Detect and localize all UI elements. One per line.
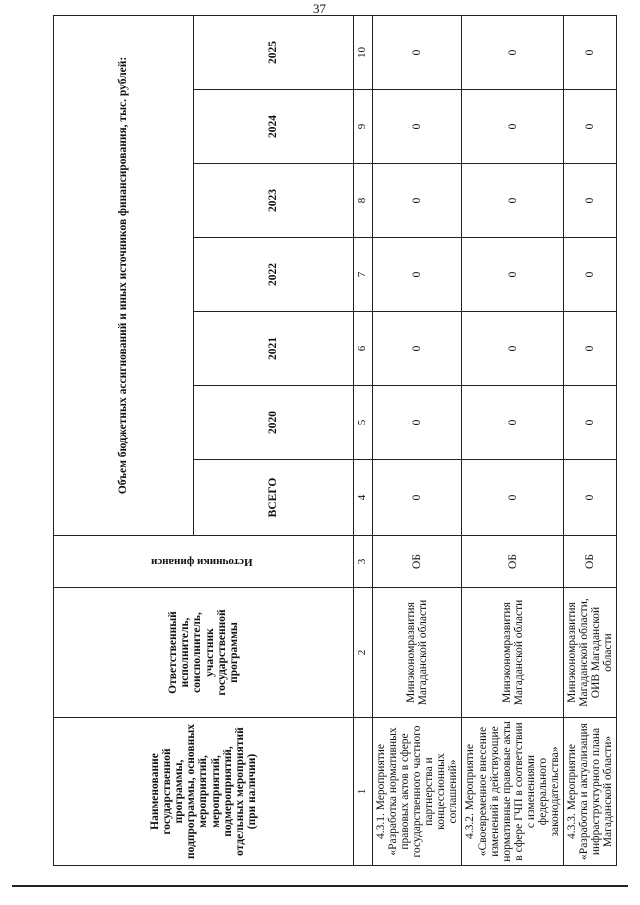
row-name: 4.3.2. Мероприятие «Своевременное внесение изменений в действующие нормативные правовые акты в сфере ГЧП в соответствии с изменениями федерального законодательства» [462,718,564,866]
header-year-2021: 2021 [194,312,354,386]
header-source: Источники финанси [151,556,253,569]
row-value-2023: 0 [462,164,564,238]
column-number: 1 [354,718,373,866]
row-value-2020: 0 [462,386,564,460]
row-value-total: 0 [563,460,616,536]
header-name: Наименование государственной программы, подпрограммы, основных мероприятий, мероприятий, подмероприятий, отдельных мероприятий (при наличии) [54,718,354,866]
column-number: 8 [354,164,373,238]
row-value-2025: 0 [373,15,462,89]
row-value-2021: 0 [462,312,564,386]
page-number-text: 37 [313,1,326,16]
row-value-2023: 0 [373,164,462,238]
column-number: 10 [354,15,373,89]
row-value-2025: 0 [462,15,564,89]
row-value-total: 0 [373,460,462,536]
row-responsible: Минэкономразвития Магаданской области [462,588,564,718]
row-name: 4.3.1. Мероприятие «Разработка нормативных правовых актов в сфере государственного частного партнерства и концессионных соглашений» [373,718,462,866]
financing-table-wrapper [53,16,615,866]
table-row [462,15,564,865]
row-value-2020: 0 [373,386,462,460]
column-number: 7 [354,238,373,312]
row-value-2022: 0 [373,238,462,312]
row-name: 4.3.3. Мероприятие «Разработка и актуализация инфраструктурного плана Магаданской области» [563,718,616,866]
column-number-row [354,15,373,865]
header-year-2023: 2023 [194,164,354,238]
header-source-cell [54,536,354,588]
header-year-total: ВСЕГО [194,460,354,536]
row-value-2021: 0 [373,312,462,386]
column-number: 3 [354,536,373,588]
row-source: ОБ [373,536,462,588]
row-responsible: Минэкономразвития Магаданской области [373,588,462,718]
table-row [373,15,462,865]
row-value-2020: 0 [563,386,616,460]
header-year-2025: 2025 [194,15,354,89]
column-number: 4 [354,460,373,536]
row-source: ОБ [462,536,564,588]
row-responsible: Минэкономразвития Магаданской области, ОИВ Магаданской области [563,588,616,718]
column-number: 9 [354,90,373,164]
rotated-table-container [53,16,615,866]
header-year-2020: 2020 [194,386,354,460]
column-number: 6 [354,312,373,386]
row-value-2025: 0 [563,15,616,89]
row-value-2023: 0 [563,164,616,238]
row-value-2022: 0 [563,238,616,312]
row-value-2024: 0 [462,90,564,164]
row-value-2024: 0 [373,90,462,164]
header-volume: Объем бюджетных ассигнований и иных источников финансирования, тыс. рублей: [54,15,194,535]
column-number: 5 [354,386,373,460]
header-year-2022: 2022 [194,238,354,312]
header-responsible: Ответственный исполнитель, соисполнитель, участник государственной программы [54,588,354,718]
row-value-2024: 0 [563,90,616,164]
footer-rule [12,885,628,887]
column-number: 2 [354,588,373,718]
page-number [0,2,640,14]
table-row [563,15,616,865]
row-source: ОБ [563,536,616,588]
financing-table [53,15,617,866]
row-value-total: 0 [462,460,564,536]
row-value-2022: 0 [462,238,564,312]
header-year-2024: 2024 [194,90,354,164]
row-value-2021: 0 [563,312,616,386]
